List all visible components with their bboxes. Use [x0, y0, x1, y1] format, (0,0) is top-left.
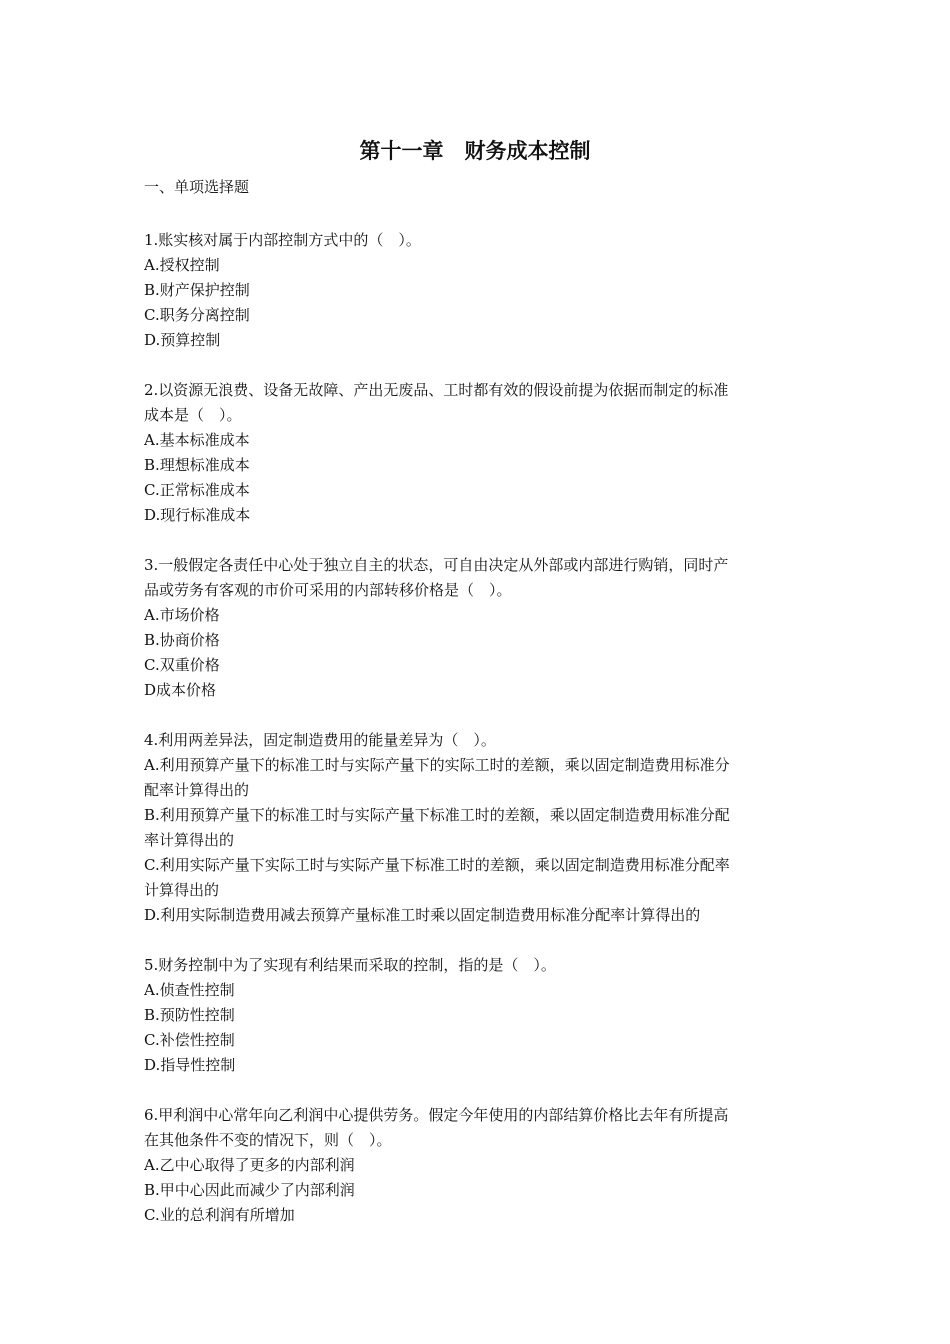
- answer-option: D.预算控制: [144, 331, 221, 349]
- answer-option: C.补偿性控制: [144, 1031, 235, 1049]
- question-stem: 3.一般假定各责任中心处于独立自主的状态，可自由决定从外部或内部进行购销，同时产: [144, 556, 729, 574]
- answer-option: B.甲中心因此而减少了内部利润: [144, 1181, 355, 1199]
- answer-option: C.正常标准成本: [144, 481, 250, 499]
- question-stem: 1.账实核对属于内部控制方式中的（ ）。: [144, 231, 421, 249]
- answer-option: A.乙中心取得了更多的内部利润: [144, 1156, 355, 1174]
- answer-option: C.业的总利润有所增加: [144, 1206, 295, 1224]
- question-4: [144, 728, 814, 928]
- answer-option: A.侦查性控制: [144, 981, 235, 999]
- answer-option: D成本价格: [144, 681, 217, 699]
- question-1: [144, 228, 814, 353]
- question-stem: 6.甲利润中心常年向乙利润中心提供劳务。假定今年使用的内部结算价格比去年有所提高: [144, 1106, 729, 1124]
- question-stem: 2.以资源无浪费、设备无故障、产出无废品、工时都有效的假设前提为依据而制定的标准: [144, 381, 729, 399]
- answer-option: B.理想标准成本: [144, 456, 250, 474]
- question-stem: 5.财务控制中为了实现有利结果而采取的控制，指的是（ ）。: [144, 956, 556, 974]
- answer-option: B.财产保护控制: [144, 281, 250, 299]
- question-stem: 品或劳务有客观的市价可采用的内部转移价格是（ ）。: [144, 581, 512, 599]
- question-stem: 4.利用两差异法，固定制造费用的能量差异为（ ）。: [144, 731, 496, 749]
- answer-option: C.双重价格: [144, 656, 220, 674]
- answer-option: A.利用预算产量下的标准工时与实际产量下的实际工时的差额，乘以固定制造费用标准分: [144, 756, 730, 774]
- answer-option: A.授权控制: [144, 256, 220, 274]
- question-list: [144, 228, 814, 1253]
- answer-option: C.利用实际产量下实际工时与实际产量下标准工时的差额，乘以固定制造费用标准分配率: [144, 856, 730, 874]
- question-2: [144, 378, 814, 528]
- chapter-title: 第十一章 财务成本控制: [359, 139, 591, 163]
- answer-option: A.市场价格: [144, 606, 220, 624]
- answer-option: A.基本标准成本: [144, 431, 250, 449]
- question-6: [144, 1103, 814, 1228]
- answer-option: B.预防性控制: [144, 1006, 235, 1024]
- section-heading: 一、单项选择题: [144, 178, 250, 196]
- answer-option: 计算得出的: [144, 881, 220, 899]
- answer-option: B.利用预算产量下的标准工时与实际产量下标准工时的差额，乘以固定制造费用标准分配: [144, 806, 730, 824]
- answer-option: C.职务分离控制: [144, 306, 250, 324]
- answer-option: B.协商价格: [144, 631, 220, 649]
- answer-option: D.指导性控制: [144, 1056, 236, 1074]
- answer-option: 配率计算得出的: [144, 781, 250, 799]
- answer-option: 率计算得出的: [144, 831, 235, 849]
- answer-option: D.现行标准成本: [144, 506, 251, 524]
- question-5: [144, 953, 814, 1078]
- question-3: [144, 553, 814, 703]
- question-stem: 成本是（ ）。: [144, 406, 242, 424]
- answer-option: D.利用实际制造费用减去预算产量标准工时乘以固定制造费用标准分配率计算得出的: [144, 906, 701, 924]
- question-stem: 在其他条件不变的情况下，则（ ）。: [144, 1131, 392, 1149]
